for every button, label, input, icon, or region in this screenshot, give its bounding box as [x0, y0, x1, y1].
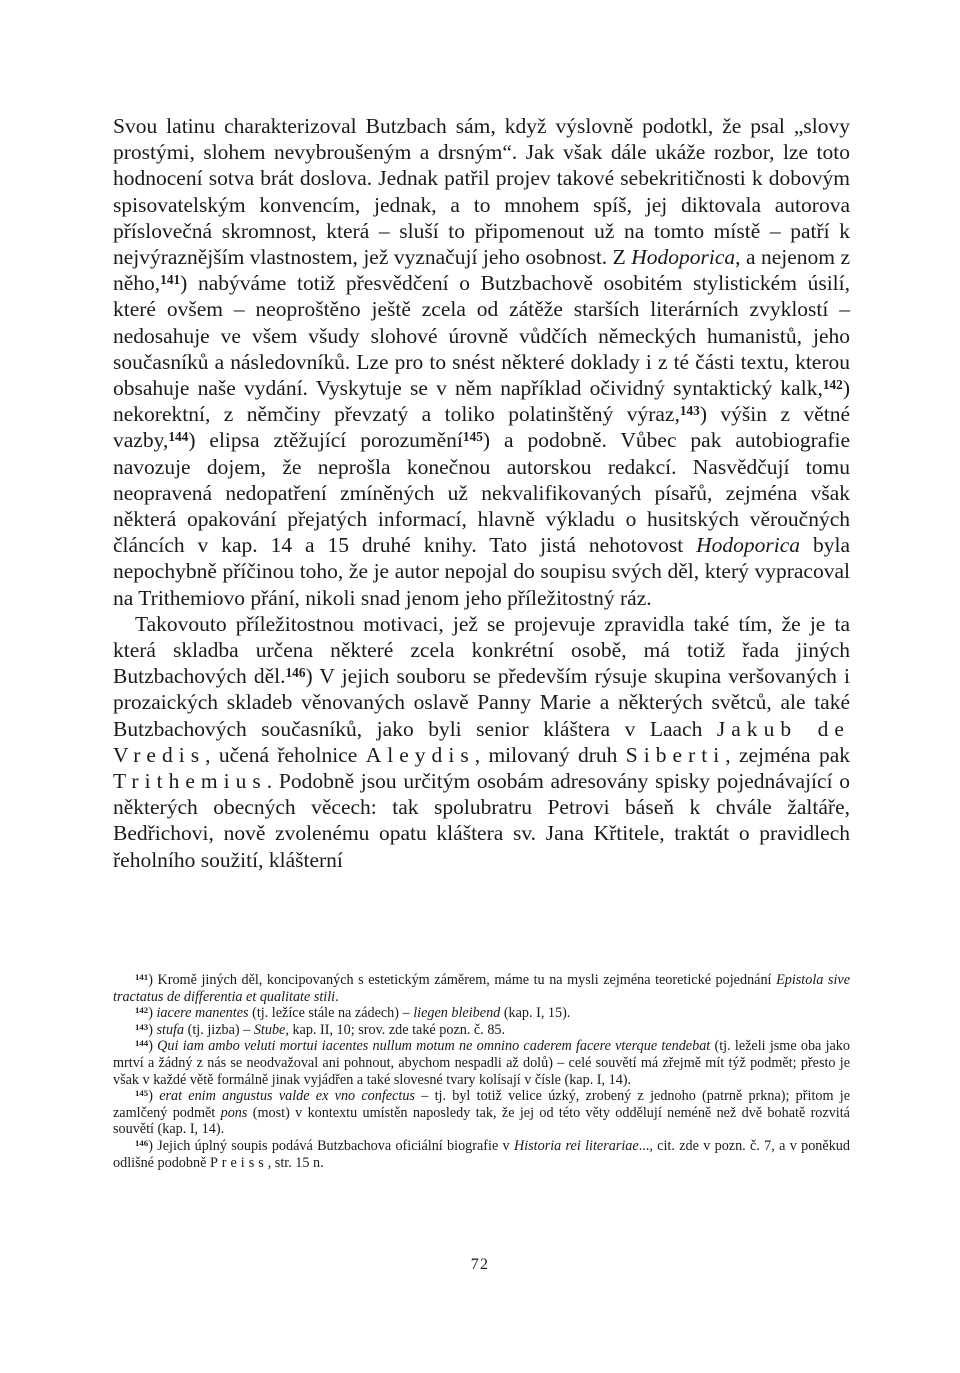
- text-run: ) nabýváme totiž přesvědčení o Butzbachově osobitém stylistickém úsilí, které ovšem – neoproštěno ještě zcela od zátěže starších literárních zvyklostí – nedosahuje ve všem všudy slohové úrovně vůdčích německých humanistů, jeho současníků a následovníků. Lze pro to snést některé doklady i z té části textu, kterou obsahuje naše vydání. Vyskytuje se v něm například očividný syntaktický kalk,: [113, 271, 850, 401]
- italic-run: iacere manentes: [156, 1005, 249, 1022]
- text-run: (tj. ležíce stále na zádech) –: [248, 1005, 414, 1022]
- italic-run: erat enim angustus valde ex vno confectus: [159, 1088, 415, 1105]
- text-run: ) Kromě jiných děl, koncipovaných s estetickým záměrem, máme tu na mysli zejména teoretické pojednání: [148, 972, 777, 988]
- text-run: – tj. byl totiž velice úzký, zrobený z jednoho (patrně prkna); přitom je zamlčený podmět: [113, 1088, 851, 1121]
- footnotes: [113, 972, 850, 1171]
- footnote-ref: 145: [462, 429, 483, 445]
- text-run: byla nepochybně příčinou toho, že je autor nepojal do soupisu svých děl, který vypracoval na Trithemiovo přání, nikoli snad jenom jeho příležitostný ráz.: [113, 533, 850, 610]
- italic-run: Epistola sive tractatus de differentia et qualitate stili: [113, 972, 850, 1005]
- text-run: ) výšin z větné vazby,: [113, 402, 850, 453]
- text-run: . Podobně jsou určitým osobám adresovány spisky pojednávající o některých obecných věcech: tak spolubratru Petrovi báseň k chvále žaltáře, Bedřichovi, nově zvolenému opatu kláštera sv. Jana Křtitele, traktát o pravidlech řeholního soužití, klášterní: [113, 769, 850, 872]
- text-run: (kap. I, 15).: [500, 1005, 571, 1022]
- footnote-143: [113, 1022, 850, 1039]
- footnote-145: [113, 1088, 850, 1138]
- text-run: ): [148, 1021, 157, 1038]
- text-run: (most) v kontextu umístěn naposledy tak, že jej od této věty oddělují neméně než dvě bohatě rozvitá souvětí (kap. I, 14).: [113, 1104, 850, 1138]
- page-number: 72: [470, 1256, 490, 1273]
- text-run: ): [148, 1005, 157, 1022]
- footnote-146: [113, 1138, 850, 1171]
- footnote-ref: 141: [160, 272, 181, 288]
- spaced-name: Jakub de Vredis: [113, 716, 850, 767]
- spaced-name: Trithemius: [113, 769, 267, 794]
- text-run: ) Jejich úplný soupis podává Butzbachova oficiální biografie v: [148, 1137, 514, 1154]
- footnote-ref: 146: [285, 665, 306, 681]
- text-run: (tj. leželi jsme oba jako mrtví a žádný z nás se neodvažoval ani pohnout, abychom nespadli až dolů) – celé souvětí má zřejmě mít týž podmět; přesto je však v každé větě formálně jinak vyjádřen a také slovesné tvary kolísají v čísle (kap. I, 14).: [113, 1038, 850, 1088]
- spaced-name: Aleydis: [365, 742, 475, 767]
- text-run: , kap. II, 10; srov. zde také pozn. č. 85.: [285, 1021, 506, 1038]
- paragraph-1: [113, 113, 850, 611]
- text-run: ) a podobně. Vůbec pak autobiografie navozuje dojem, že neprošla konečnou autorskou redakcí. Nasvědčují tomu neopravená nedopatření zmíněných už nekvalifikovaných písařů, zejména však některá opakování přejatých informací, hlavně výkladu o husitských věroučných článcích v kap. 14 a 15 druhé knihy. Tato jistá nehotovost: [113, 428, 850, 558]
- footnote-142: [113, 1005, 850, 1022]
- footnote-ref: 146: [135, 1137, 149, 1148]
- italic-run: Stube: [253, 1021, 286, 1038]
- text-run: , zejména pak: [725, 742, 850, 767]
- footnote-141: [113, 972, 850, 1005]
- text-run: ..., cit. zde v pozn. č. 7, a v poněkud odlišné podobně: [113, 1137, 850, 1171]
- footnote-ref: 145: [135, 1088, 149, 1099]
- footnote-ref: 143: [135, 1021, 149, 1032]
- text-run: , milovaný druh: [474, 742, 626, 767]
- page-body: [113, 113, 850, 873]
- text-run: ) V jejich souboru se především rýsuje skupina veršovaných i prozaických skladeb věnovaných oslavě Panny Marie a některých světců, ale také Butzbachových současníků, jako byli senior kláštera v Laach: [113, 664, 850, 741]
- main-text: [113, 113, 850, 873]
- text-run: ): [148, 1038, 158, 1055]
- footnote-ref: 144: [135, 1038, 149, 1049]
- text-run: , str. 15 n.: [267, 1154, 324, 1171]
- italic-run: Hodoporica: [631, 245, 736, 270]
- italic-run: Qui iam ambo veluti mortui iacentes nullum motum ne omnino caderem facere vterque tendebat: [157, 1038, 711, 1055]
- spaced-name: Siberti: [625, 742, 726, 767]
- footnote-ref: 141: [135, 972, 149, 983]
- italic-run: liegen bleibend: [413, 1005, 501, 1022]
- paragraph-2: [113, 611, 850, 873]
- footnote-ref: 144: [168, 429, 189, 445]
- footnote-ref: 142: [135, 1005, 149, 1016]
- text-run: .: [335, 988, 339, 1005]
- spaced-name: Preiss: [209, 1154, 268, 1171]
- text-run: ) nekorektní, z němčiny převzatý a toliko polatinštěný výraz,: [113, 376, 850, 427]
- text-run: , učená řeholnice: [205, 742, 366, 767]
- text-run: (tj. jizba) –: [184, 1021, 254, 1038]
- footnote-ref: 142: [822, 377, 843, 393]
- text-run: Svou latinu charakterizoval Butzbach sám, když výslovně podotkl, že psal „slovy prostými, slohem nevybroušeným a drsným“. Jak však dále ukáže rozbor, lze toto hodnocení sotva brát doslova. Jednak patřil projev takové sebekritičnosti k dobovým spisovatelským konvencím, jednak, a to mnohem spíš, jej diktovala autorova příslovečná skromnost, která – sluší to připomenout už na tomto místě – patří k nejvýraznějším vlastnostem, jež vyznačují jeho osobnost. Z: [113, 114, 850, 270]
- text-run: ) elipsa ztěžující porozumění: [188, 428, 463, 453]
- text-run: , a nejenom z něho,: [113, 245, 850, 296]
- italic-run: pons: [220, 1104, 248, 1121]
- italic-run: Hodoporica: [696, 533, 801, 558]
- italic-run: stufa: [156, 1021, 185, 1038]
- footnote-ref: 143: [679, 403, 700, 419]
- italic-run: Historia rei literariae: [513, 1137, 639, 1154]
- text-run: ): [148, 1088, 160, 1105]
- text-run: Takovouto příležitostnou motivaci, jež se projevuje zpravidla také tím, že je ta která skladba určena některé zcela konkrétní osobě, má totiž řada jiných Butzbachových děl.: [113, 611, 850, 689]
- footnote-144: [113, 1038, 850, 1088]
